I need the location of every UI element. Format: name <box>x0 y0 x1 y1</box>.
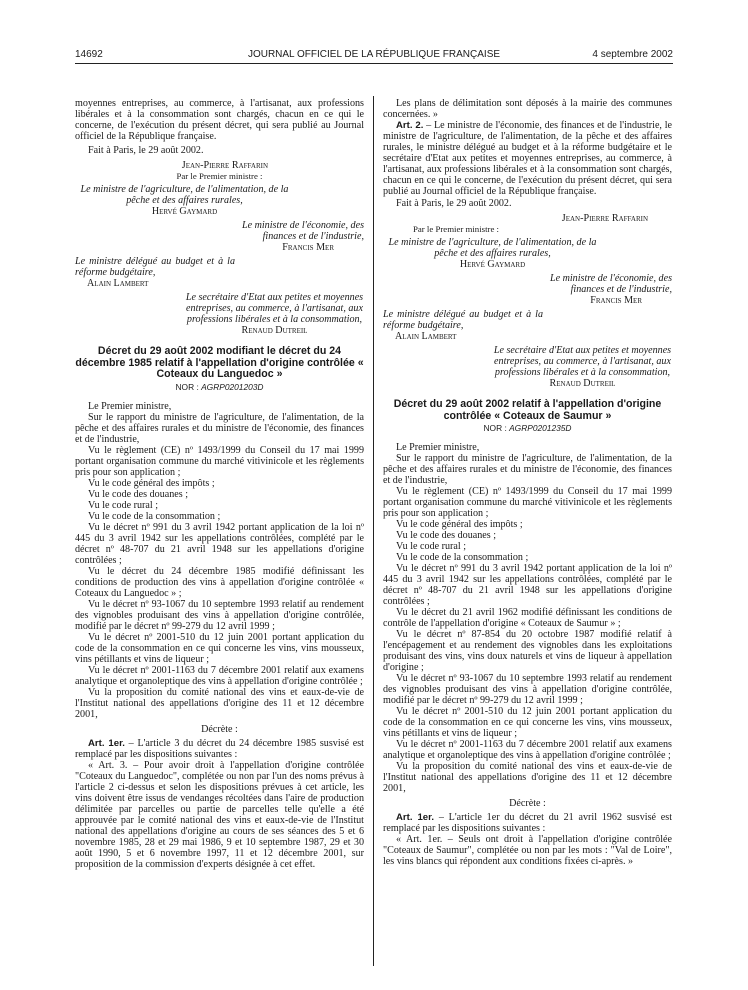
secretary-of-state-title: Le secrétaire d'Etat aux petites et moyennes entreprises, au commerce, à l'artisanat, aux professions libérales et à la consommation, <box>185 292 364 325</box>
visa-paragraph: Vu la proposition du comité national des vins et eaux-de-vie de l'Institut national des appellations d'origine des 11 et 12 décembre 2001, <box>383 761 672 794</box>
column-divider <box>373 96 374 966</box>
budget-minister-name: Alain Lambert <box>395 331 457 342</box>
secretary-of-state-name: Renaud Dutreil <box>549 378 616 389</box>
prime-minister-name: Jean-Pierre Raffarin <box>561 213 648 224</box>
visa-paragraph: Vu le code de la consommation ; <box>88 510 221 522</box>
article-1-text: – L'article 3 du décret du 24 décembre 1985 susvisé est remplacé par les dispositions suivantes : <box>75 737 364 760</box>
agriculture-minister-name: Hervé Gaymard <box>459 259 526 270</box>
secretary-of-state-title: Le secrétaire d'Etat aux petites et moyennes entreprises, au commerce, à l'artisanat, aux professions libérales et à la consommation, <box>493 345 672 378</box>
visa-paragraph: Vu le code rural ; <box>88 499 159 511</box>
nor-reference <box>383 423 672 434</box>
signature-date: Fait à Paris, le 29 août 2002. <box>88 145 204 156</box>
article-1-label: Art. 1er. <box>396 812 435 823</box>
visa-paragraph: Vu le décret nº 93-1067 du 10 septembre 1993 relatif au rendement des vignobles produisant des vins à appellation d'origine contrôlée, modifié par le décret nº 99-279 du 12 avril 1999 ; <box>75 598 364 632</box>
visa-paragraph: Vu le décret nº 87-854 du 20 octobre 1987 modifié relatif à l'encépagement et au rendement des vignobles dans les exploitations produisant des vins, vins doux naturels et vins de liqueur à appellation d'origine ; <box>383 629 672 673</box>
visa-paragraph: Vu le code général des impôts ; <box>396 519 523 530</box>
article-2 <box>383 120 672 197</box>
page-number: 14692 <box>75 49 103 60</box>
decrete-heading: Décrète : <box>509 798 546 809</box>
article-1 <box>383 812 672 834</box>
visa-paragraph: Vu le décret du 24 décembre 1985 modifié définissant les conditions de production des vins à appellation d'origine contrôlée « Coteaux du Languedoc » ; <box>75 565 364 599</box>
page-header <box>75 49 673 63</box>
secretary-of-state-name: Renaud Dutreil <box>241 325 308 336</box>
article-1-text: – L'article 1er du décret du 21 avril 1962 susvisé est remplacé par les dispositions suivantes : <box>383 812 672 834</box>
par-premier-ministre: Par le Premier ministre : <box>413 224 499 234</box>
visa-paragraph: Vu le règlement (CE) nº 1493/1999 du Conseil du 17 mai 1999 portant organisation commune du marché vitivinicole et les règlements pris pour son application ; <box>383 486 672 519</box>
decrete-heading: Décrète : <box>201 723 238 735</box>
visa-paragraph: Vu le code des douanes ; <box>396 530 497 541</box>
nor-code: AGRP0201235D <box>509 423 572 433</box>
nor-label: NOR : <box>175 381 199 392</box>
nor-label: NOR : <box>483 423 507 433</box>
left-column <box>75 98 364 870</box>
visa-paragraph: Vu le code général des impôts ; <box>88 477 215 489</box>
continued-paragraph: moyennes entreprises, au commerce, à l'artisanat, aux professions libérales et à la consommation sont chargés, chacun en ce qui le concerne, de l'exécution du présent décret, qui sera publié au Journal officiel de la République française. <box>75 98 364 142</box>
prime-minister-name: Jean-Pierre Raffarin <box>181 160 268 171</box>
agriculture-minister-title: Le ministre de l'agriculture, de l'alimentation, de la pêche et des affaires rurales, <box>388 237 597 259</box>
budget-minister-title: Le ministre délégué au budget et à la réforme budgétaire, <box>75 256 235 278</box>
economy-minister-name: Francis Mer <box>590 295 642 306</box>
visa-paragraph: Vu le décret nº 2001-1163 du 7 décembre 2001 relatif aux examens analytique et organoleptique des vins à appellation d'origine contrôlée ; <box>75 664 364 687</box>
nor-code: AGRP0201203D <box>201 381 264 392</box>
par-premier-ministre: Par le Premier ministre : <box>176 171 263 181</box>
nor-reference <box>75 382 364 393</box>
visa-paragraph: Vu le code rural ; <box>396 541 467 552</box>
decree-title: Décret du 29 août 2002 modifiant le décret du 24 décembre 1985 relatif à l'appellation d'origine contrôlée « Coteaux du Languedoc » <box>75 345 364 380</box>
economy-minister-title: Le ministre de l'économie, des finances et de l'industrie, <box>241 220 364 242</box>
header-rule <box>75 63 673 64</box>
agriculture-minister-name: Hervé Gaymard <box>151 206 218 217</box>
article-1-quote: « Art. 1er. – Seuls ont droit à l'appellation d'origine contrôlée "Coteaux de Saumur", complétée ou non par les mots : "Val de Loire", les vins blancs qui répondent aux conditions fixées ci-après. » <box>383 834 672 867</box>
decree-title: Décret du 29 août 2002 relatif à l'appellation d'origine contrôlée « Coteaux de Saumur » <box>393 398 662 422</box>
visa-paragraph: Vu le code des douanes ; <box>88 488 189 500</box>
visa-paragraph: Vu le règlement (CE) nº 1493/1999 du Conseil du 17 mai 1999 portant organisation commune du marché vitivinicole et les règlements pris pour son application ; <box>75 444 364 478</box>
article-1-label: Art. 1er. <box>88 737 125 749</box>
visa-paragraph: Vu le décret nº 2001-1163 du 7 décembre 2001 relatif aux examens analytique et organoleptique des vins à appellation d'origine contrôlée ; <box>383 739 672 761</box>
agriculture-minister-title: Le ministre de l'agriculture, de l'alimentation, de la pêche et des affaires rurales, <box>80 184 289 206</box>
article-1 <box>75 738 364 760</box>
article-3-quote: « Art. 3. – Pour avoir droit à l'appellation d'origine contrôlée "Coteaux du Languedoc", complétée ou non par l'un des noms prévus à l'article 2 ci-dessus et selon les dispositions prévues à cet article, les vins doivent être issus de vendanges récoltées dans l'aire de production délimitée par parcelles ou partie de parcelles telle qu'elle a été approuvée par le comité national des vins et eaux-de-vie de l'Institut national des appellations d'origine au cours de ses séances des 5 et 6 novembre 1985, 28 et 29 mai 1986, 9 et 10 septembre 1987, 29 et 30 août 1990, 5 et 6 novembre 1997, 11 et 12 décembre 2001, sur proposition de la commission d'experts désignée à cet effet. <box>75 759 364 870</box>
visa-paragraph: Vu le décret du 21 avril 1962 modifié définissant les conditions de contrôle de l'appellation d'origine « Coteaux de Saumur » ; <box>383 607 672 629</box>
article-2-label: Art. 2. <box>396 120 424 131</box>
visa-paragraph: Sur le rapport du ministre de l'agriculture, de l'alimentation, de la pêche et des affaires rurales et du ministre de l'économie, des finances et de l'industrie, <box>75 411 364 445</box>
visa-paragraph: Le Premier ministre, <box>88 400 172 412</box>
visa-paragraph: Vu le décret nº 991 du 3 avril 1942 portant application de la loi nº 445 du 3 avril 1942 sur les appellations contrôlées, complété par le décret nº 48-707 du 21 avril 1948 sur les appellations d'origine contrôlées ; <box>383 563 672 607</box>
issue-date: 4 septembre 2002 <box>592 49 673 60</box>
right-column <box>383 98 672 867</box>
visa-paragraph: Vu la proposition du comité national des vins et eaux-de-vie de l'Institut national des appellations d'origine des 11 et 12 décembre 2001, <box>75 686 364 720</box>
budget-minister-name: Alain Lambert <box>87 278 149 289</box>
economy-minister-name: Francis Mer <box>282 242 334 253</box>
visa-paragraph: Sur le rapport du ministre de l'agriculture, de l'alimentation, de la pêche et des affaires rurales et du ministre de l'économie, des finances et de l'industrie, <box>383 453 672 486</box>
visa-paragraph: Vu le décret nº 2001-510 du 12 juin 2001 portant application du code de la consommation en ce qui concerne les vins, vins mousseux, vins pétillants et vins de liqueur ; <box>75 631 364 665</box>
journal-title: JOURNAL OFFICIEL DE LA RÉPUBLIQUE FRANÇAISE <box>247 49 501 60</box>
visa-paragraph: Vu le décret nº 93-1067 du 10 septembre 1993 relatif au rendement des vignobles produisant des vins à appellation d'origine contrôlée, modifié par le décret nº 99-279 du 12 avril 1999 ; <box>383 673 672 706</box>
plans-paragraph: Les plans de délimitation sont déposés à la mairie des communes concernées. » <box>383 98 672 120</box>
visa-paragraph: Vu le décret nº 991 du 3 avril 1942 portant application de la loi nº 445 du 3 avril 1942 sur les appellations contrôlées, complété par le décret nº 48-707 du 21 avril 1948 sur les appellations d'origine contrôlées ; <box>75 521 364 566</box>
signature-date: Fait à Paris, le 29 août 2002. <box>396 198 512 209</box>
visa-paragraph: Vu le décret nº 2001-510 du 12 juin 2001 portant application du code de la consommation en ce qui concerne les vins, vins mousseux, vins pétillants et vins de liqueur ; <box>383 706 672 739</box>
visa-paragraph: Vu le code de la consommation ; <box>396 552 529 563</box>
visa-paragraph: Le Premier ministre, <box>396 442 480 453</box>
article-2-text: – Le ministre de l'économie, des finances et de l'industrie, le ministre de l'agriculture, de l'alimentation, de la pêche et des affaires rurales, le ministre délégué au budget et à la réforme budgétaire et le secrétaire d'Etat aux petites et moyennes entreprises, au commerce, à l'artisanat, aux professions libérales et à la consommation sont chargés, chacun en ce qui le concerne, de l'exécution du présent décret, qui sera publié au Journal officiel de la République française. <box>383 120 672 197</box>
budget-minister-title: Le ministre délégué au budget et à la réforme budgétaire, <box>383 309 543 331</box>
economy-minister-title: Le ministre de l'économie, des finances et de l'industrie, <box>549 273 672 295</box>
